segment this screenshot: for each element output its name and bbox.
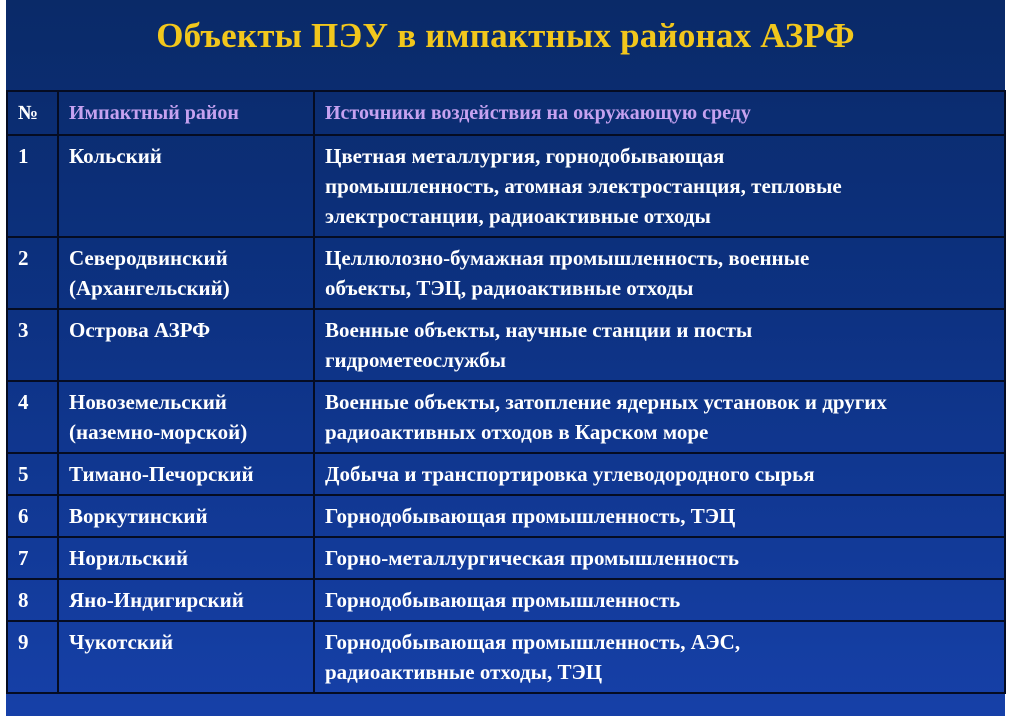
table-row	[7, 309, 1005, 381]
source-text-line: радиоактивных отходов в Карском море	[325, 420, 709, 444]
region-name-line: (наземно-морской)	[69, 420, 248, 444]
region-cell	[58, 309, 314, 381]
table-row	[7, 495, 1005, 537]
source-text-line: Горнодобывающая промышленность, ТЭЦ	[325, 504, 736, 528]
source-text-line: промышленность, атомная электростанция, тепловые	[325, 174, 842, 198]
table-row	[7, 579, 1005, 621]
region-name-line: Северодвинский	[69, 246, 228, 270]
row-number: 2	[7, 237, 58, 309]
sources-cell	[314, 579, 1005, 621]
sources-cell	[314, 495, 1005, 537]
region-cell	[58, 381, 314, 453]
source-text-line: Горнодобывающая промышленность, АЭС,	[325, 630, 741, 654]
row-number: 6	[7, 495, 58, 537]
header-impact-region: Импактный район	[58, 91, 314, 135]
table-row	[7, 621, 1005, 693]
impact-regions-table	[6, 90, 1006, 694]
region-name-line: Яно-Индигирский	[69, 588, 244, 612]
sources-cell	[314, 135, 1005, 237]
table-row	[7, 453, 1005, 495]
source-text-line: гидрометеослужбы	[325, 348, 506, 372]
row-number: 7	[7, 537, 58, 579]
source-text-line: Военные объекты, затопление ядерных установок и других	[325, 390, 887, 414]
sources-cell	[314, 453, 1005, 495]
sources-cell	[314, 381, 1005, 453]
region-name-line: Норильский	[69, 546, 189, 570]
region-cell	[58, 537, 314, 579]
region-cell	[58, 453, 314, 495]
header-impact-sources: Источники воздействия на окружающую среду	[314, 91, 1005, 135]
sources-cell	[314, 237, 1005, 309]
source-text-line: Горно-металлургическая промышленность	[325, 546, 740, 570]
row-number: 5	[7, 453, 58, 495]
row-number: 8	[7, 579, 58, 621]
sources-cell	[314, 309, 1005, 381]
source-text-line: объекты, ТЭЦ, радиоактивные отходы	[325, 276, 694, 300]
table-row	[7, 537, 1005, 579]
source-text-line: Целлюлозно-бумажная промышленность, военные	[325, 246, 810, 270]
table-header-row	[7, 91, 1005, 135]
region-cell	[58, 579, 314, 621]
region-name-line: Тимано-Печорский	[69, 462, 254, 486]
source-text-line: радиоактивные отходы, ТЭЦ	[325, 660, 603, 684]
table-row	[7, 135, 1005, 237]
region-name-line: Новоземельский	[69, 390, 227, 414]
row-number: 4	[7, 381, 58, 453]
region-cell	[58, 237, 314, 309]
row-number: 1	[7, 135, 58, 237]
table-body	[7, 135, 1005, 693]
sources-cell	[314, 621, 1005, 693]
table-row	[7, 237, 1005, 309]
slide-title: Объекты ПЭУ в импактных районах АЗРФ	[156, 16, 855, 55]
source-text-line: электростанции, радиоактивные отходы	[325, 204, 711, 228]
region-cell	[58, 621, 314, 693]
region-name-line: Кольский	[69, 144, 162, 168]
header-number: №	[7, 91, 58, 135]
region-name-line: Острова АЗРФ	[69, 318, 211, 342]
region-name-line: (Архангельский)	[69, 276, 230, 300]
region-name-line: Воркутинский	[69, 504, 208, 528]
slide	[6, 0, 1005, 716]
source-text-line: Цветная металлургия, горнодобывающая	[325, 144, 725, 168]
region-cell	[58, 495, 314, 537]
row-number: 3	[7, 309, 58, 381]
sources-cell	[314, 537, 1005, 579]
source-text-line: Горнодобывающая промышленность	[325, 588, 681, 612]
table-row	[7, 381, 1005, 453]
source-text-line: Добыча и транспортировка углеводородного сырья	[325, 462, 815, 486]
region-name-line: Чукотский	[69, 630, 174, 654]
source-text-line: Военные объекты, научные станции и посты	[325, 318, 753, 342]
row-number: 9	[7, 621, 58, 693]
region-cell	[58, 135, 314, 237]
